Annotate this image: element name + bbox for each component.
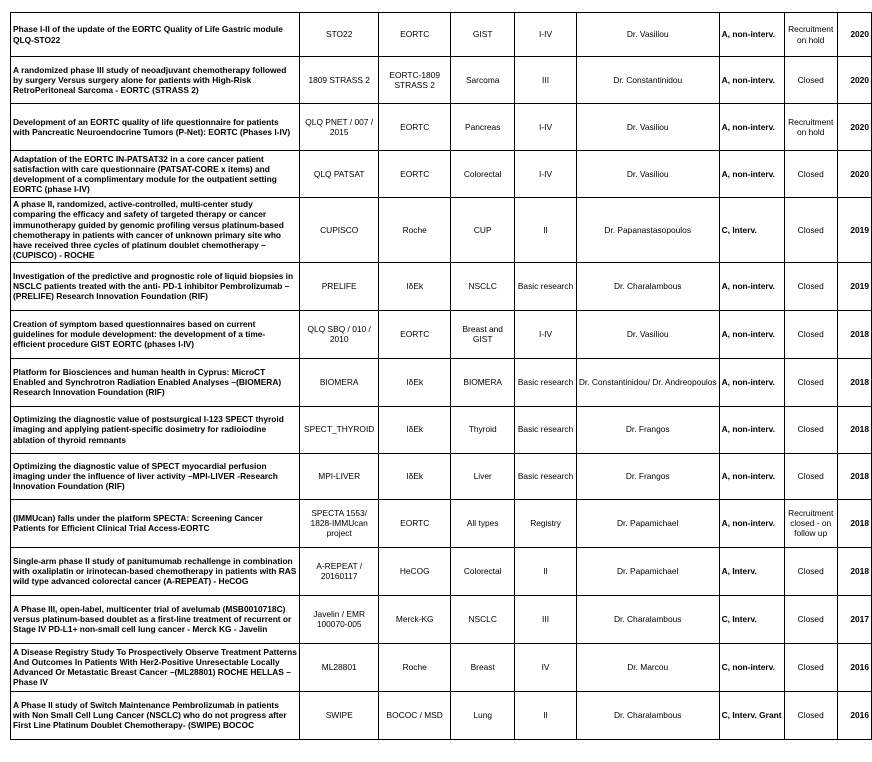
trial-area: Thyroid xyxy=(451,406,515,453)
trial-status: Closed xyxy=(784,547,837,595)
trial-status: Closed xyxy=(784,57,837,104)
trial-year: 2016 xyxy=(837,691,871,739)
trial-phase: I-IV xyxy=(515,151,577,198)
trial-code: ML28801 xyxy=(300,643,379,691)
trial-type: C, non-interv. xyxy=(719,643,784,691)
trial-title: Development of an EORTC quality of life questionnaire for patients with Pancreatic Neuroendocrine Tumors (P-Net): EORTC (Phases I-IV) xyxy=(11,104,300,151)
trial-phase: Basic research xyxy=(515,453,577,499)
trial-year: 2020 xyxy=(837,151,871,198)
trial-code: STO22 xyxy=(300,13,379,57)
trial-investigator: Dr. Marcou xyxy=(576,643,719,691)
trial-title: Creation of symptom based questionnaires based on current guidelines for module development: the development of a time-efficient procedure GIST EORTC (phases I-IV) xyxy=(11,310,300,358)
table-row xyxy=(11,643,872,691)
trial-type: C, Interv. xyxy=(719,595,784,643)
trial-area: Lung xyxy=(451,691,515,739)
trial-investigator: Dr. Constantinidou xyxy=(576,57,719,104)
trial-year: 2020 xyxy=(837,13,871,57)
trial-sponsor: Merck-KG xyxy=(379,595,451,643)
trial-phase: III xyxy=(515,57,577,104)
trial-code: A-REPEAT / 20160117 xyxy=(300,547,379,595)
trial-sponsor: IδEk xyxy=(379,262,451,310)
trial-sponsor: EORTC xyxy=(379,310,451,358)
trial-phase: I-IV xyxy=(515,13,577,57)
table-row xyxy=(11,310,872,358)
trial-code: BIOMERA xyxy=(300,358,379,406)
trial-sponsor: BOCOC / MSD xyxy=(379,691,451,739)
table-row xyxy=(11,547,872,595)
trial-type: A, non-interv. xyxy=(719,104,784,151)
trial-code: QLQ SBQ / 010 / 2010 xyxy=(300,310,379,358)
trial-investigator: Dr. Papanastasopoulos xyxy=(576,198,719,263)
trial-status: Closed xyxy=(784,691,837,739)
trial-title: Single-arm phase II study of panitumumab rechallenge in combination with oxaliplatin or irinotecan-based chemotherapy in patients with RAS wild type advanced colorectal cancer (A-REPEAT) - HeCOG xyxy=(11,547,300,595)
table-row xyxy=(11,406,872,453)
trial-year: 2020 xyxy=(837,57,871,104)
trial-sponsor: Roche xyxy=(379,198,451,263)
table-row xyxy=(11,13,872,57)
trial-code: SWIPE xyxy=(300,691,379,739)
trial-year: 2019 xyxy=(837,262,871,310)
trial-title: Platform for Biosciences and human health in Cyprus: MicroCT Enabled and Synchrotron Radiation Enabled Analyses –(BIOMERA) Research Innovation Foundation (RIF) xyxy=(11,358,300,406)
table-row xyxy=(11,358,872,406)
trial-year: 2020 xyxy=(837,104,871,151)
trial-title: A Phase II study of Switch Maintenance Pembrolizumab in patients with Non Small Cell Lung Cancer (NSCLC) who do not progress after First Line Platinum Doublet Chemotherapy- (SWIPE) BOCOC xyxy=(11,691,300,739)
trial-status: Recruitment on hold xyxy=(784,104,837,151)
trial-investigator: Dr. Frangos xyxy=(576,453,719,499)
trial-status: Closed xyxy=(784,310,837,358)
trial-area: NSCLC xyxy=(451,595,515,643)
trial-type: A, non-interv. xyxy=(719,499,784,547)
trial-title: A phase II, randomized, active-controlled, multi-center study comparing the efficacy and safety of targeted therapy or cancer immunotherapy guided by genomic profiling versus platinum-based chemotherapy in patients with cancer of unknown primary site who have received three cycles of platinum doublet chemotherapy – (CUPISCO) - ROCHE xyxy=(11,198,300,263)
trial-type: A, Interv. xyxy=(719,547,784,595)
trial-year: 2019 xyxy=(837,198,871,263)
trial-year: 2018 xyxy=(837,547,871,595)
trial-type: A, non-interv. xyxy=(719,310,784,358)
trials-table-body xyxy=(11,13,872,740)
trial-code: QLQ PNET / 007 / 2015 xyxy=(300,104,379,151)
trial-phase: I-IV xyxy=(515,104,577,151)
trial-type: A, non-interv. xyxy=(719,358,784,406)
trial-title: A randomized phase III study of neoadjuvant chemotherapy followed by surgery Versus surgery alone for patients with High-Risk RetroPeritoneal Sarcoma - EORTC (STRASS 2) xyxy=(11,57,300,104)
trial-year: 2018 xyxy=(837,358,871,406)
trial-investigator: Dr. Vasiliou xyxy=(576,13,719,57)
trial-year: 2018 xyxy=(837,310,871,358)
trial-phase: Basic research xyxy=(515,358,577,406)
trial-title: Phase I-II of the update of the EORTC Quality of Life Gastric module QLQ-STO22 xyxy=(11,13,300,57)
trial-title: Optimizing the diagnostic value of postsurgical I-123 SPECT thyroid imaging and applying patient-specific dosimetry for radioiodine ablation of thyroid remnants xyxy=(11,406,300,453)
trial-type: A, non-interv. xyxy=(719,13,784,57)
trial-type: A, non-interv. xyxy=(719,151,784,198)
trial-status: Closed xyxy=(784,643,837,691)
trial-status: Closed xyxy=(784,595,837,643)
trial-status: Closed xyxy=(784,358,837,406)
trial-year: 2018 xyxy=(837,406,871,453)
trial-phase: II xyxy=(515,198,577,263)
table-row xyxy=(11,595,872,643)
trial-code: CUPISCO xyxy=(300,198,379,263)
trial-sponsor: IδEk xyxy=(379,453,451,499)
trial-sponsor: EORTC xyxy=(379,13,451,57)
trial-area: NSCLC xyxy=(451,262,515,310)
trial-type: C, Interv. xyxy=(719,198,784,263)
trials-table xyxy=(10,12,872,740)
trial-phase: II xyxy=(515,691,577,739)
trial-type: A, non-interv. xyxy=(719,453,784,499)
trial-sponsor: HeCOG xyxy=(379,547,451,595)
trial-code: SPECTA 1553/ 1828-IMMUcan project xyxy=(300,499,379,547)
table-row xyxy=(11,499,872,547)
trial-code: SPECT_THYROID xyxy=(300,406,379,453)
trial-title: Adaptation of the EORTC IN-PATSAT32 in a core cancer patient satisfaction with care questionnaire (PATSAT-CORE x items) and development of a complimentary module for the outpatient setting EORTC (phase I-IV) xyxy=(11,151,300,198)
trial-area: Pancreas xyxy=(451,104,515,151)
trial-phase: II xyxy=(515,547,577,595)
trial-status: Closed xyxy=(784,406,837,453)
trial-phase: III xyxy=(515,595,577,643)
trial-investigator: Dr. Vasiliou xyxy=(576,310,719,358)
table-row xyxy=(11,104,872,151)
trial-investigator: Dr. Frangos xyxy=(576,406,719,453)
trial-title: Optimizing the diagnostic value of SPECT myocardial perfusion imaging under the influence of liver activity –MPI-LIVER -Research Innovation Foundation (RIF) xyxy=(11,453,300,499)
trial-sponsor: EORTC xyxy=(379,499,451,547)
trial-status: Recruitment on hold xyxy=(784,13,837,57)
trial-code: MPI-LIVER xyxy=(300,453,379,499)
trial-investigator: Dr. Vasiliou xyxy=(576,151,719,198)
table-row xyxy=(11,198,872,263)
trial-area: BIOMERA xyxy=(451,358,515,406)
trial-phase: I-IV xyxy=(515,310,577,358)
trial-status: Closed xyxy=(784,151,837,198)
table-row xyxy=(11,151,872,198)
trial-phase: Basic research xyxy=(515,262,577,310)
table-row xyxy=(11,262,872,310)
trial-investigator: Dr. Papamichael xyxy=(576,547,719,595)
trial-phase: Registry xyxy=(515,499,577,547)
trial-type: A, non-interv. xyxy=(719,406,784,453)
trial-area: Liver xyxy=(451,453,515,499)
trial-status: Closed xyxy=(784,198,837,263)
trial-area: Colorectal xyxy=(451,151,515,198)
trial-code: 1809 STRASS 2 xyxy=(300,57,379,104)
trial-investigator: Dr. Charalambous xyxy=(576,262,719,310)
trial-title: A Disease Registry Study To Prospectively Observe Treatment Patterns And Outcomes In Patients With Her2-Positive Unresectable Locally Advanced Or Metastatic Breast Cancer –(ML28801) ROCHE HELLAS – Phase IV xyxy=(11,643,300,691)
trial-sponsor: IδEk xyxy=(379,406,451,453)
trial-year: 2017 xyxy=(837,595,871,643)
trial-investigator: Dr. Constantinidou/ Dr. Andreopoulos xyxy=(576,358,719,406)
trial-code: Javelin / EMR 100070-005 xyxy=(300,595,379,643)
trial-type: A, non-interv. xyxy=(719,57,784,104)
trial-code: QLQ PATSAT xyxy=(300,151,379,198)
trial-sponsor: Roche xyxy=(379,643,451,691)
trial-title: (IMMUcan) falls under the platform SPECTA: Screening Cancer Patients for Efficient Clinical Trial Access-EORTC xyxy=(11,499,300,547)
trial-area: GIST xyxy=(451,13,515,57)
trial-title: Investigation of the predictive and prognostic role of liquid biopsies in NSCLC patients treated with the anti- PD-1 inhibitor Pembrolizumab – (PRELIFE) Research Innovation Foundation (RIF) xyxy=(11,262,300,310)
table-row xyxy=(11,453,872,499)
table-row xyxy=(11,57,872,104)
trial-area: Breast xyxy=(451,643,515,691)
trial-sponsor: IδEk xyxy=(379,358,451,406)
trial-phase: IV xyxy=(515,643,577,691)
trial-investigator: Dr. Vasiliou xyxy=(576,104,719,151)
trial-investigator: Dr. Charalambous xyxy=(576,691,719,739)
trial-sponsor: EORTC xyxy=(379,104,451,151)
trial-sponsor: EORTC-1809 STRASS 2 xyxy=(379,57,451,104)
trial-investigator: Dr. Papamichael xyxy=(576,499,719,547)
trial-code: PRELIFE xyxy=(300,262,379,310)
trial-type: C, Interv. Grant xyxy=(719,691,784,739)
trial-status: Recruitment closed - on follow up xyxy=(784,499,837,547)
trial-year: 2016 xyxy=(837,643,871,691)
trial-sponsor: EORTC xyxy=(379,151,451,198)
trial-area: All types xyxy=(451,499,515,547)
trial-area: CUP xyxy=(451,198,515,263)
trial-status: Closed xyxy=(784,453,837,499)
trial-phase: Basic research xyxy=(515,406,577,453)
trial-status: Closed xyxy=(784,262,837,310)
trial-type: A, non-interv. xyxy=(719,262,784,310)
trial-area: Sarcoma xyxy=(451,57,515,104)
trial-title: A Phase III, open-label, multicenter trial of avelumab (MSB0010718C) versus platinum-based doublet as a first-line treatment of recurrent or Stage IV PD-L1+ non-small cell lung cancer - Merck KG - Javelin xyxy=(11,595,300,643)
trial-area: Colorectal xyxy=(451,547,515,595)
table-row xyxy=(11,691,872,739)
trial-year: 2018 xyxy=(837,453,871,499)
trial-investigator: Dr. Charalambous xyxy=(576,595,719,643)
trial-area: Breast and GIST xyxy=(451,310,515,358)
trial-year: 2018 xyxy=(837,499,871,547)
